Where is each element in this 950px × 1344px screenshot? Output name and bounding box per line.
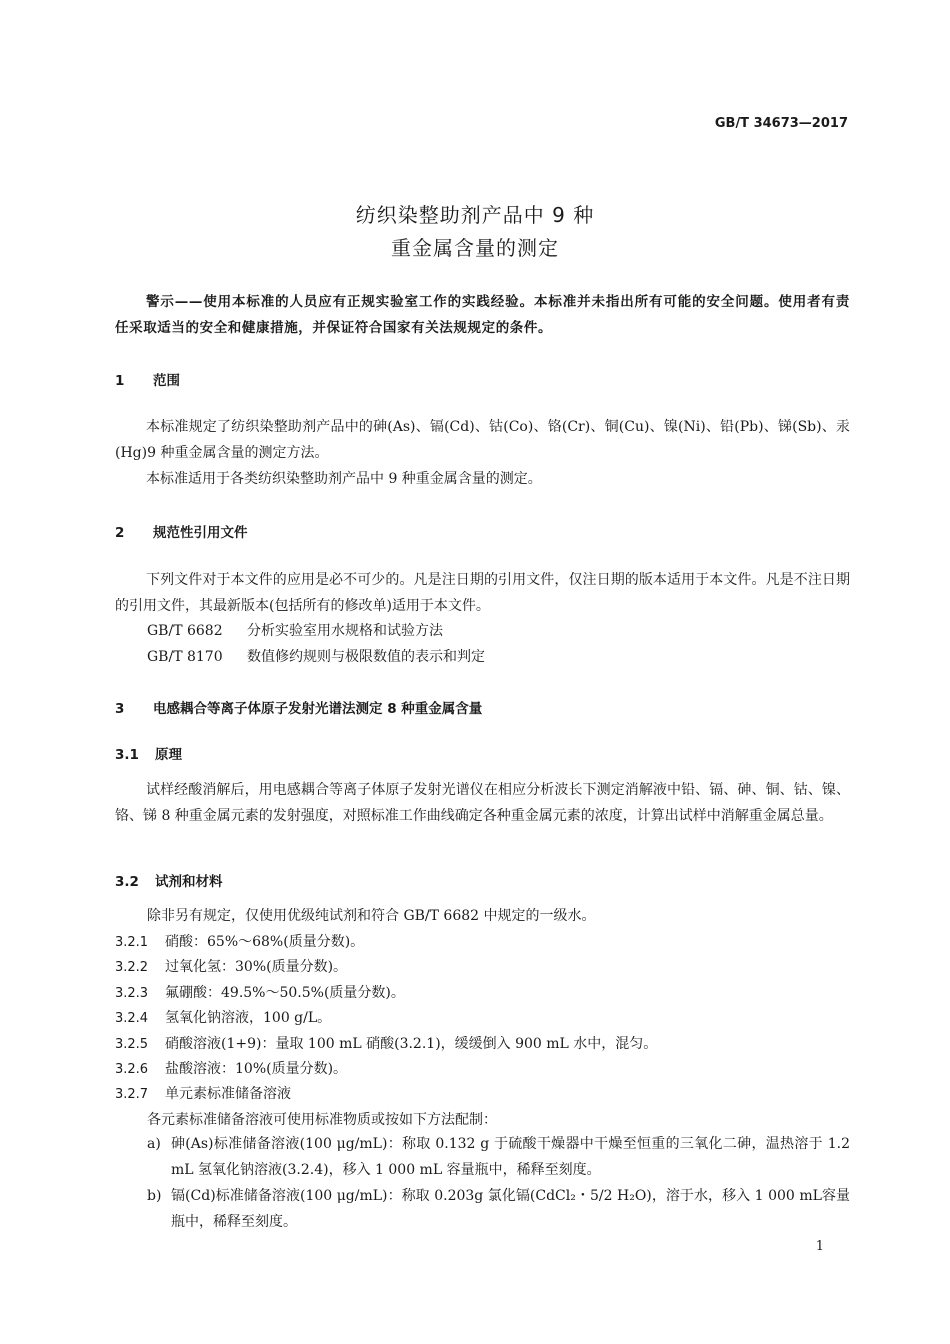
item-number: 3.2.2 <box>115 960 149 975</box>
section-3-1-heading <box>115 743 182 763</box>
section-1-heading <box>115 369 180 389</box>
reagent-item <box>115 1084 291 1105</box>
section-3-2-7-intro: 各元素标准储备溶液可使用标准物质或按如下方法配制： <box>147 1112 497 1128</box>
section-number: 3.2 <box>115 874 139 890</box>
section-title: 范围 <box>153 373 180 389</box>
section-1-paragraph-2: 本标准适用于各类纺织染整助剂产品中 9 种重金属含量的测定。 <box>146 471 542 487</box>
section-title: 原理 <box>155 747 182 763</box>
sub-item-label: a) <box>147 1136 161 1152</box>
item-number: 3.2.4 <box>115 1011 149 1026</box>
reference-title: 分析实验室用水规格和试验方法 <box>247 623 443 639</box>
section-2-heading <box>115 521 248 541</box>
item-text: 氢氧化钠溶液，100 g/L。 <box>165 1010 332 1026</box>
reference-code: GB/T 6682 <box>147 623 223 639</box>
item-number: 3.2.5 <box>115 1037 149 1052</box>
section-title: 规范性引用文件 <box>153 525 248 541</box>
section-3-heading <box>115 697 482 717</box>
sub-item-text: 镉(Cd)标准储备溶液(100 μg/mL)：称取 0.203g 氯化镉(CdCl₂・5/2 H₂O)，溶于水，移入 1 000 mL容量瓶中，稀释至刻度。 <box>171 1188 850 1230</box>
reagent-item <box>115 1008 331 1029</box>
item-text: 硝酸：65%～68%(质量分数)。 <box>165 934 365 950</box>
section-number: 1 <box>115 373 125 389</box>
warning-paragraph: 警示——使用本标准的人员应有正规实验室工作的实践经验。本标准并未指出所有可能的安全问题。使用者有责任采取适当的安全和健康措施，并保证符合国家有关法规规定的条件。 <box>115 294 850 336</box>
reference-title: 数值修约规则与极限数值的表示和判定 <box>247 649 485 665</box>
normative-reference <box>147 621 443 641</box>
item-text: 单元素标准储备溶液 <box>165 1086 291 1102</box>
section-3-1-paragraph: 试样经酸消解后，用电感耦合等离子体原子发射光谱仪在相应分析波长下测定消解液中铅、镉、砷、铜、钴、镍、铬、锑 8 种重金属元素的发射强度，对照标准工作曲线确定各种重金属元素的浓度，计算出试样中消解重金属总量。 <box>115 782 850 824</box>
normative-reference <box>147 647 485 667</box>
item-number: 3.2.6 <box>115 1062 149 1077</box>
reagent-item <box>115 983 405 1004</box>
item-number: 3.2.7 <box>115 1087 149 1102</box>
page-number: 1 <box>815 1239 824 1254</box>
reagent-item <box>115 957 347 978</box>
section-title: 试剂和材料 <box>155 874 223 890</box>
reagent-item <box>115 1059 347 1080</box>
section-title: 电感耦合等离子体原子发射光谱法测定 8 种重金属含量 <box>153 701 483 717</box>
sub-item-a <box>147 1131 850 1183</box>
sub-item-label: b) <box>147 1188 162 1204</box>
section-3-2-intro: 除非另有规定，仅使用优级纯试剂和符合 GB/T 6682 中规定的一级水。 <box>147 908 596 924</box>
reagent-item <box>115 1034 657 1055</box>
section-number: 3.1 <box>115 747 139 763</box>
section-2-paragraph-1: 下列文件对于本文件的应用是必不可少的。凡是注日期的引用文件，仅注日期的版本适用于本文件。凡是不注日期的引用文件，其最新版本(包括所有的修改单)适用于本文件。 <box>115 572 850 614</box>
section-1-paragraph-1: 本标准规定了纺织染整助剂产品中的砷(As)、镉(Cd)、钴(Co)、铬(Cr)、铜(Cu)、镍(Ni)、铅(Pb)、锑(Sb)、汞(Hg)9 种重金属含量的测定方法。 <box>115 419 850 461</box>
standard-number: GB/T 34673—2017 <box>714 116 848 131</box>
document-title-line1: 纺织染整助剂产品中 9 种 <box>355 203 595 227</box>
item-number: 3.2.1 <box>115 935 149 950</box>
reagent-item <box>115 932 364 953</box>
section-number: 3 <box>115 701 125 717</box>
reference-code: GB/T 8170 <box>147 649 223 665</box>
item-text: 盐酸溶液：10%(质量分数)。 <box>165 1061 348 1077</box>
section-3-2-heading <box>115 870 223 890</box>
item-text: 氟硼酸：49.5%～50.5%(质量分数)。 <box>165 985 405 1001</box>
item-text: 硝酸溶液(1+9)：量取 100 mL 硝酸(3.2.1)，缓缓倒入 900 mL 水中，混匀。 <box>165 1036 658 1052</box>
document-title-line2: 重金属含量的测定 <box>391 236 559 260</box>
item-text: 过氧化氢：30%(质量分数)。 <box>165 959 348 975</box>
sub-item-b <box>147 1183 850 1235</box>
section-number: 2 <box>115 525 125 541</box>
item-number: 3.2.3 <box>115 986 149 1001</box>
sub-item-text: 砷(As)标准储备溶液(100 μg/mL)：称取 0.132 g 于硫酸干燥器中干燥至恒重的三氧化二砷，温热溶于 1.2 mL 氢氧化钠溶液(3.2.4)，移入 1 000 mL 容量瓶中，稀释至刻度。 <box>171 1136 850 1178</box>
